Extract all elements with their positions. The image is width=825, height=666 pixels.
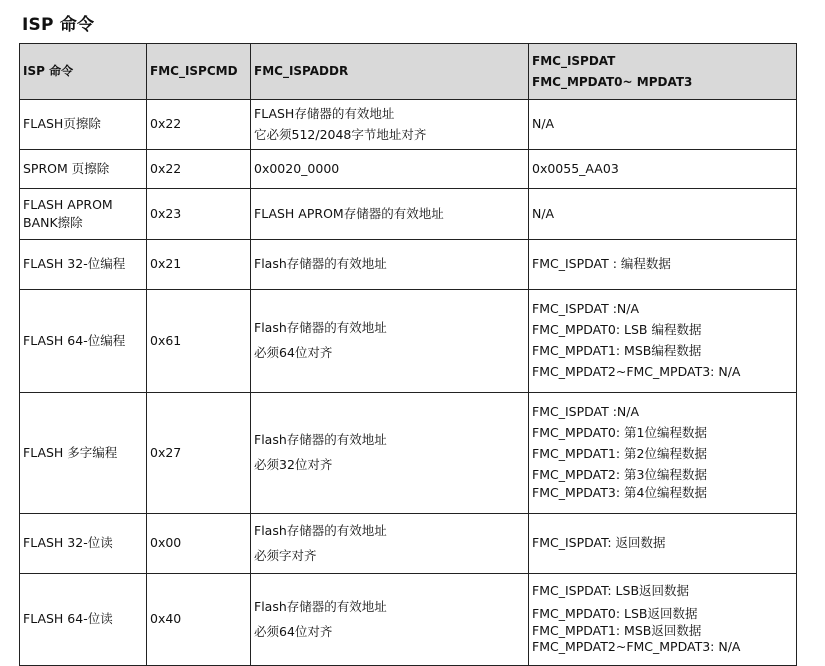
table-row (20, 240, 797, 290)
cell-ispdat (529, 189, 797, 240)
command-text: FLASH 32-位读 (23, 535, 113, 551)
command-text: BANK擦除 (23, 214, 83, 230)
ispaddr-line: FLASH存储器的有效地址 (254, 105, 395, 121)
ispdat-line: 0x0055_AA03 (532, 160, 619, 176)
cell-ispdat (529, 240, 797, 290)
cell-ispcmd: 0x61 (147, 290, 251, 393)
command-text: SPROM 页擦除 (23, 160, 110, 176)
cell-ispaddr (251, 240, 529, 290)
ispdat-line: FMC_ISPDAT :N/A (532, 301, 640, 317)
header-ispaddr: FMC_ISPADDR (251, 44, 529, 100)
table-row (20, 150, 797, 189)
command-text: FLASH 多字编程 (23, 444, 118, 460)
cell-ispcmd: 0x40 (147, 574, 251, 666)
ispaddr-line: 必须32位对齐 (254, 457, 333, 472)
ispdat-line: FMC_ISPDAT: 返回数据 (532, 535, 666, 551)
command-text: FLASH 64-位读 (23, 611, 113, 627)
isp-command-table (19, 43, 797, 666)
command-text: FLASH APROM (23, 196, 113, 212)
table-row (20, 514, 797, 574)
command-text: FLASH 64-位编程 (23, 332, 126, 348)
table-row (20, 574, 797, 666)
table-row (20, 290, 797, 393)
ispaddr-line: 必须64位对齐 (254, 623, 333, 639)
cell-ispdat (529, 290, 797, 393)
ispdat-line: FMC_MPDAT2~FMC_MPDAT3: N/A (532, 639, 741, 655)
header-ispdat-line2: FMC_MPDAT0~ MPDAT3 (532, 74, 693, 89)
table-header-row (20, 44, 797, 100)
ispdat-line: FMC_ISPDAT :N/A (532, 404, 640, 420)
ispdat-line: FMC_MPDAT1: MSB返回数据 (532, 622, 702, 638)
cell-ispaddr (251, 514, 529, 574)
table-row (20, 100, 797, 150)
cell-ispdat (529, 393, 797, 514)
cell-command (20, 189, 147, 240)
ispdat-line: N/A (532, 205, 555, 221)
header-command: ISP 命令 (20, 44, 147, 100)
cell-ispcmd: 0x22 (147, 150, 251, 189)
table-row (20, 189, 797, 240)
cell-ispaddr (251, 100, 529, 150)
header-ispcmd: FMC_ISPCMD (147, 44, 251, 100)
ispaddr-line: Flash存储器的有效地址 (254, 256, 387, 272)
ispdat-line: FMC_MPDAT0: LSB返回数据 (532, 605, 698, 621)
cell-command (20, 514, 147, 574)
cell-ispcmd: 0x27 (147, 393, 251, 514)
page-title: ISP 命令 (22, 15, 95, 35)
ispdat-line: FMC_MPDAT3: 第4位编程数据 (532, 484, 707, 500)
cell-ispaddr (251, 393, 529, 514)
cell-command (20, 150, 147, 189)
cell-command (20, 240, 147, 290)
cell-ispdat (529, 100, 797, 150)
ispaddr-line: Flash存储器的有效地址 (254, 522, 387, 538)
command-text: FLASH页擦除 (23, 116, 101, 132)
ispdat-line: FMC_MPDAT0: 第1位编程数据 (532, 425, 707, 441)
ispdat-line: FMC_MPDAT1: MSB编程数据 (532, 343, 702, 358)
cell-ispcmd: 0x21 (147, 240, 251, 290)
ispdat-line: FMC_ISPDAT : 编程数据 (532, 256, 671, 272)
cell-ispdat (529, 150, 797, 189)
ispaddr-line: Flash存储器的有效地址 (254, 320, 387, 336)
ispaddr-line: 0x0020_0000 (254, 160, 340, 176)
ispdat-line: FMC_MPDAT2~FMC_MPDAT3: N/A (532, 363, 741, 379)
ispaddr-line: Flash存储器的有效地址 (254, 598, 387, 614)
cell-ispcmd: 0x22 (147, 100, 251, 150)
cell-ispaddr (251, 574, 529, 666)
cell-ispaddr (251, 189, 529, 240)
cell-command (20, 100, 147, 150)
cell-ispcmd: 0x00 (147, 514, 251, 574)
ispdat-line: N/A (532, 116, 555, 132)
ispaddr-line: 必须64位对齐 (254, 345, 333, 360)
cell-ispdat (529, 514, 797, 574)
ispdat-line: FMC_MPDAT2: 第3位编程数据 (532, 466, 707, 482)
cell-command (20, 574, 147, 666)
ispaddr-line: 必须字对齐 (254, 547, 317, 563)
table-row (20, 393, 797, 514)
header-ispdat-line1: FMC_ISPDAT (532, 54, 616, 69)
command-text: FLASH 32-位编程 (23, 256, 126, 272)
ispdat-line: FMC_MPDAT0: LSB 编程数据 (532, 322, 702, 338)
cell-command (20, 290, 147, 393)
cell-ispaddr (251, 150, 529, 189)
ispdat-line: FMC_MPDAT1: 第2位编程数据 (532, 446, 707, 462)
ispaddr-line: FLASH APROM存储器的有效地址 (254, 205, 444, 221)
ispaddr-line: Flash存储器的有效地址 (254, 432, 387, 448)
ispdat-line: FMC_ISPDAT: LSB返回数据 (532, 582, 690, 598)
ispaddr-line: 它必须512/2048字节地址对齐 (254, 126, 427, 142)
cell-ispaddr (251, 290, 529, 393)
header-ispdat (529, 44, 797, 100)
cell-ispdat (529, 574, 797, 666)
cell-command (20, 393, 147, 514)
cell-ispcmd: 0x23 (147, 189, 251, 240)
